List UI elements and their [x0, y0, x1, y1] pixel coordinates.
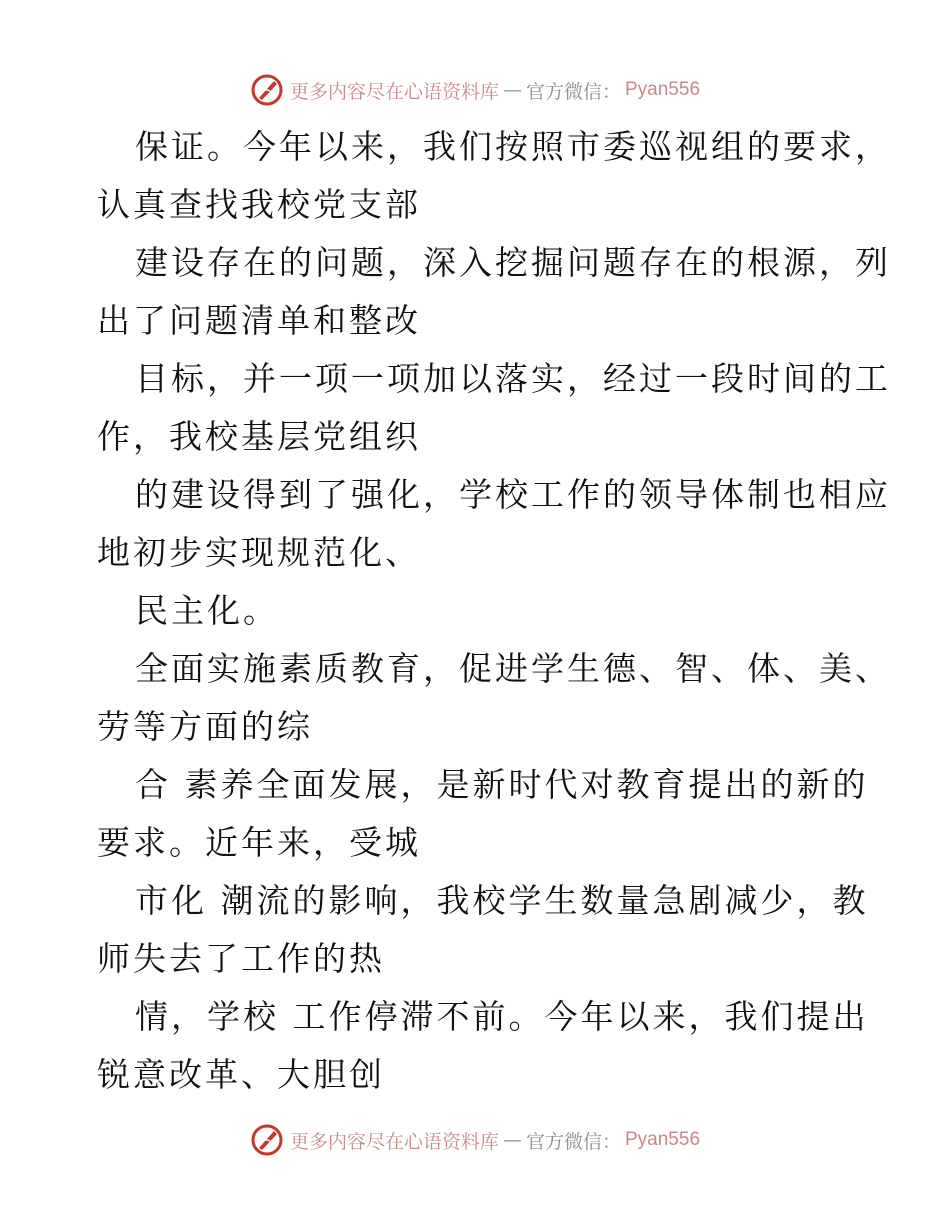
- brand-text: 更多内容尽在心语资料库: [289, 1130, 499, 1153]
- text-line: 锐意改革、大胆创: [97, 1055, 385, 1094]
- banner-dash: —: [502, 1129, 522, 1151]
- text-line: 师失去了工作的热: [97, 939, 385, 978]
- text-line: 情，学校 工作停滞不前。今年以来，我们提出: [135, 997, 869, 1036]
- brand-text: 更多内容尽在心语资料库: [289, 80, 499, 103]
- wechat-label: 官方微信：: [525, 80, 621, 103]
- quill-logo-icon: [250, 1123, 284, 1157]
- document-body: [97, 118, 891, 1104]
- text-line: 劳等方面的综: [97, 707, 313, 746]
- text-line: 作，我校基层党组织: [97, 417, 421, 456]
- text-line: 民主化。: [135, 591, 279, 630]
- text-line: 认真查找我校党支部: [97, 185, 421, 224]
- header-banner: [0, 70, 950, 110]
- text-line: 出了问题清单和整改: [97, 301, 421, 340]
- wechat-label: 官方微信：: [525, 1130, 621, 1153]
- text-line: 的建设得到了强化，学校工作的领导体制也相应: [135, 475, 891, 514]
- text-line: 合 素养全面发展，是新时代对教育提出的新的: [135, 765, 869, 804]
- text-line: 保证。今年以来，我们按照市委巡视组的要求，: [135, 127, 891, 166]
- banner-dash: —: [502, 79, 522, 101]
- text-line: 地初步实现规范化、: [97, 533, 421, 572]
- footer-banner: [0, 1120, 950, 1160]
- quill-logo-icon: [250, 73, 284, 107]
- text-line: 市化 潮流的影响，我校学生数量急剧减少，教: [135, 881, 869, 920]
- text-line: 全面实施素质教育，促进学生德、智、体、美、: [135, 649, 891, 688]
- wechat-id: Pyan556: [625, 1129, 701, 1150]
- wechat-id: Pyan556: [625, 79, 701, 100]
- text-line: 要求。近年来，受城: [97, 823, 421, 862]
- text-line: 建设存在的问题，深入挖掘问题存在的根源，列: [135, 243, 891, 282]
- text-line: 目标，并一项一项加以落实，经过一段时间的工: [135, 359, 891, 398]
